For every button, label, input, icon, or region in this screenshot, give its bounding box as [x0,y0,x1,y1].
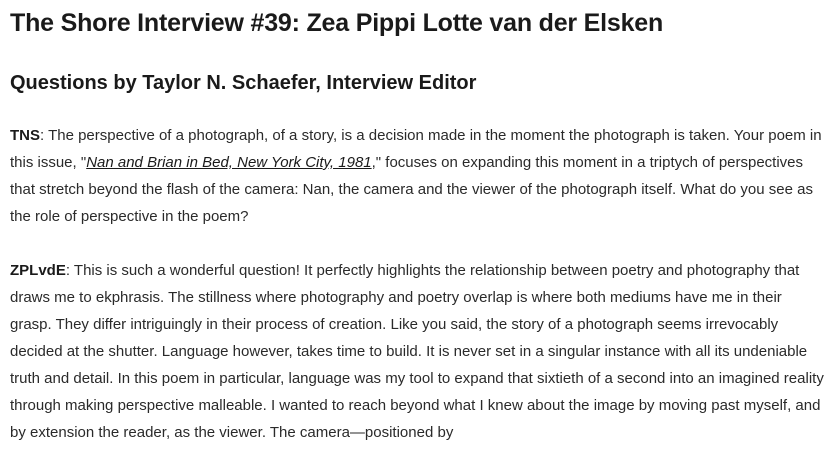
question-text-before: : The perspective of a photograph, of a story, is a decision made in the moment the photograph is taken. Your poem in this issue, " [10,127,822,171]
question-paragraph [10,122,825,230]
answer-paragraph [10,257,825,446]
answer-text: : This is such a wonderful question! It perfectly highlights the relationship between poetry and photography that draws me to ekphrasis. The stillness where photography and poetry overlap is where both mediums have me in their grasp. They differ intriguingly in their process of creation. Like you said, the story of a photograph seems irrevocably decided at the shutter. Language however, takes time to build. It is never set in a singular instance with all its undeniable truth and detail. In this poem in particular, language was my tool to expand that sixtieth of a second into an imagined reality through making perspective malleable. I wanted to reach beyond what I knew about the image by moving past myself, and by extension the reader, as the viewer. The camera—positioned by [10,262,824,441]
question-text-after: ," focuses on expanding this moment in a triptych of perspectives that stretch beyond the flash of the camera: Nan, the camera and the viewer of the photograph itself. What do you see as the role of perspective in the poem? [10,154,813,225]
poem-link[interactable]: Nan and Brian in Bed, New York City, 1981 [86,154,372,171]
question-speaker: TNS [10,127,40,144]
article-title: The Shore Interview #39: Zea Pippi Lotte van der Elsken [10,9,664,37]
article-byline: Questions by Taylor N. Schaefer, Interview Editor [10,72,477,94]
answer-speaker: ZPLvdE [10,262,66,279]
